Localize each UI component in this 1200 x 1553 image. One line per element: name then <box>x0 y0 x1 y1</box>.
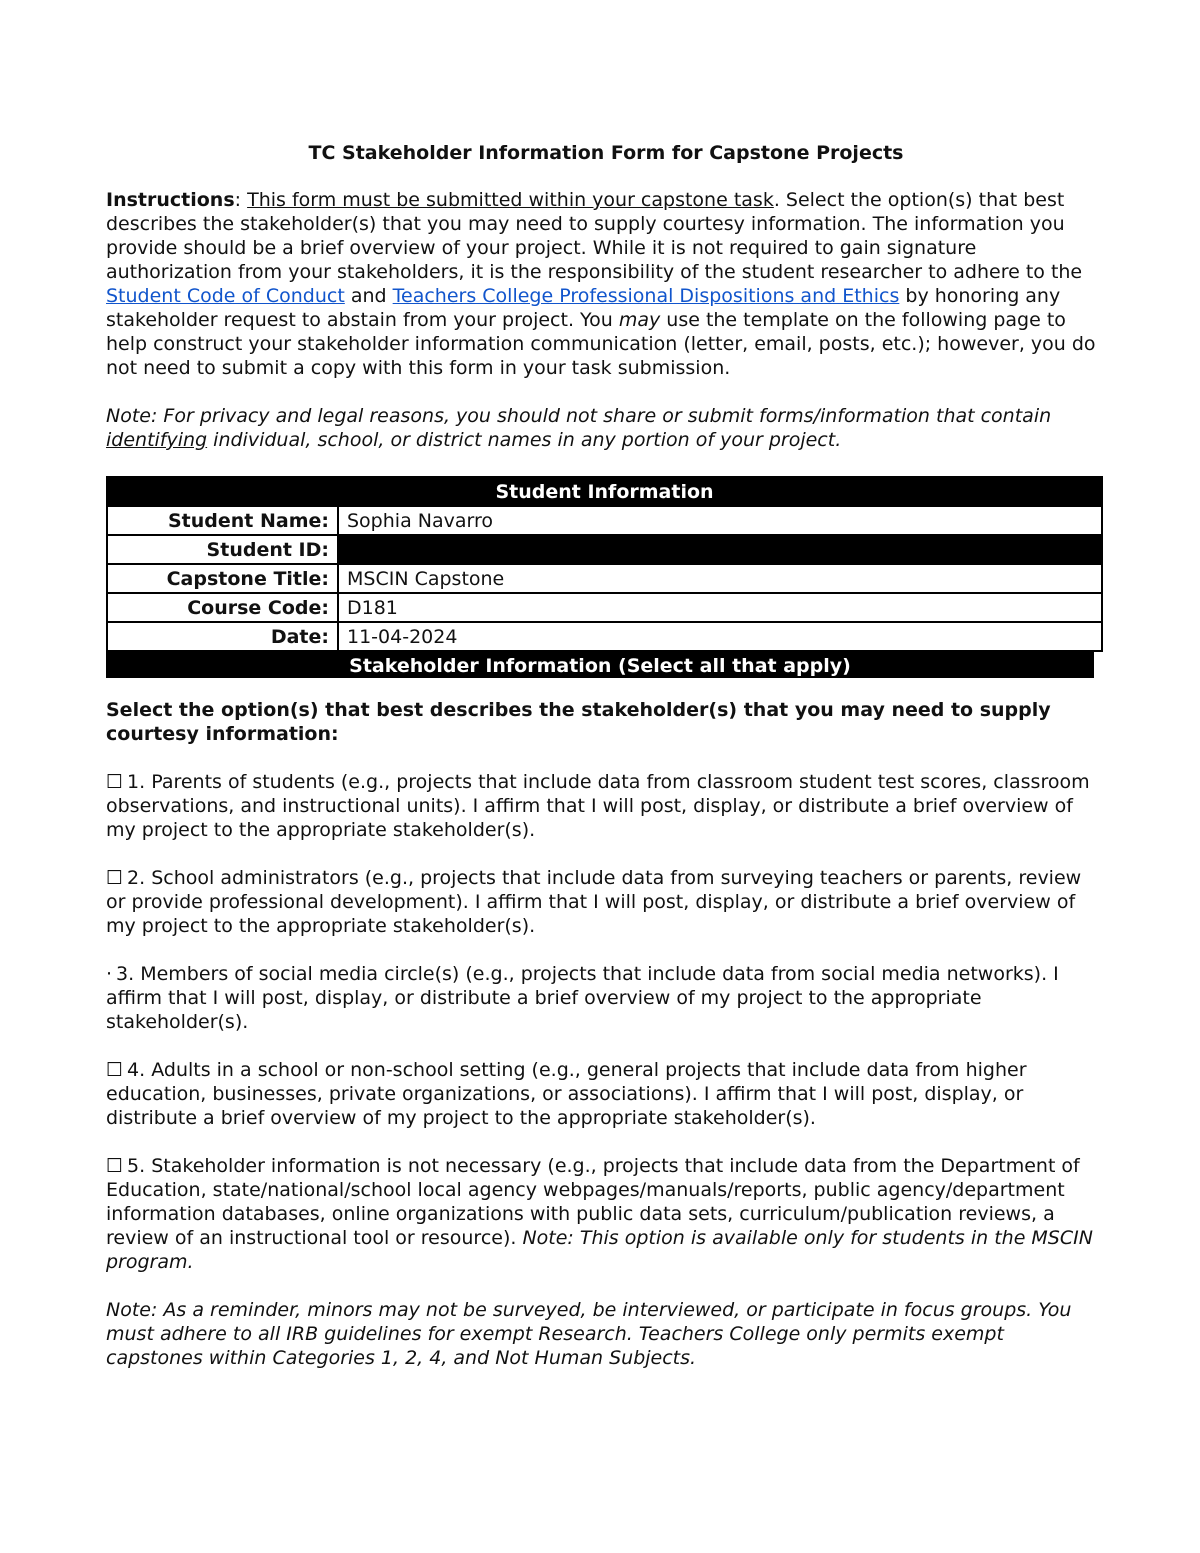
capstone-title-label: Capstone Title: <box>107 564 338 593</box>
instructions-underlined: This form must be submitted within your capstone task <box>247 189 774 211</box>
option-4-text: 4. Adults in a school or non-school setting (e.g., general projects that include data from higher education, businesses, private organizations, or associations). I affirm that I will post, display, or distribute a brief overview of my project to the appropriate stakeholder(s). <box>106 1059 1027 1129</box>
instructions-text-1: . Select the option(s) that best describes the stakeholder(s) that you may need to supply courtesy information. The information you provide should be a brief overview of your project. While it is not required to gain signature authorization from your stakeholders, it is the responsibility of the student researcher to adhere to the <box>106 189 1083 283</box>
instructions-may: may <box>618 309 661 331</box>
dispositions-link[interactable]: Teachers College Professional Dispositions and Ethics <box>392 285 900 307</box>
capstone-title-field[interactable]: MSCIN Capstone <box>338 564 1102 593</box>
privacy-note-text-1: Note: For privacy and legal reasons, you should not share or submit forms/information that contain <box>106 405 1052 427</box>
checkbox-icon[interactable]: ☐ <box>106 771 124 793</box>
table-row <box>107 564 1102 593</box>
option-1-text: 1. Parents of students (e.g., projects that include data from classroom student test scores, classroom observations, and instructional units). I affirm that I will post, display, or distribute a brief overview of my project to the appropriate stakeholder(s). <box>106 771 1090 841</box>
privacy-note <box>106 404 1106 452</box>
instructions-text-3: use the template on the following page to help construct your stakeholder information communication (letter, email, posts, etc.); however, you do not need to submit a copy with this form in your task submission. <box>106 309 1096 379</box>
course-code-field[interactable]: D181 <box>338 593 1102 622</box>
stakeholder-info-header: Stakeholder Information (Select all that apply) <box>106 652 1094 678</box>
option-3[interactable] <box>106 962 1106 1034</box>
form-page <box>106 140 1106 1394</box>
checkbox-icon[interactable]: ☐ <box>106 1059 124 1081</box>
select-heading: Select the option(s) that best describes the stakeholder(s) that you may need to supply courtesy information: <box>106 699 1051 745</box>
form-title: TC Stakeholder Information Form for Capstone Projects <box>308 142 904 164</box>
table-row <box>107 622 1102 651</box>
date-label: Date: <box>107 622 338 651</box>
checkbox-icon[interactable]: ☐ <box>106 1155 124 1177</box>
option-4[interactable] <box>106 1058 1106 1130</box>
student-id-label: Student ID: <box>107 535 338 564</box>
student-name-label: Student Name: <box>107 506 338 535</box>
student-info-table <box>106 476 1103 652</box>
instructions-colon: : <box>234 189 248 211</box>
option-5-text: 5. Stakeholder information is not necessary (e.g., projects that include data from the Department of Education, state/national/school local agency webpages/manuals/reports, public agency/department information databases, online organizations with public data sets, curriculum/publication reviews, a review of an instructional tool or resource). <box>106 1155 1080 1249</box>
instructions-label: Instructions <box>106 189 235 211</box>
instructions-paragraph <box>106 188 1106 380</box>
option-3-text: 3. Members of social media circle(s) (e.g., projects that include data from social media networks). I affirm that I will post, display, or distribute a brief overview of my project to the appropriate stakeholder(s). <box>106 963 1059 1033</box>
option-2[interactable] <box>106 866 1106 938</box>
student-name-field[interactable]: Sophia Navarro <box>338 506 1102 535</box>
date-field[interactable]: 11-04-2024 <box>338 622 1102 651</box>
instructions-text-2: by honoring any stakeholder request to abstain from your project. You <box>106 285 1061 331</box>
instructions-and: and <box>344 285 393 307</box>
table-row <box>107 593 1102 622</box>
privacy-note-text-2: individual, school, or district names in any portion of your project. <box>207 429 842 451</box>
option-1[interactable] <box>106 770 1106 842</box>
option-2-text: 2. School administrators (e.g., projects that include data from surveying teachers or parents, review or provide professional development). I affirm that I will post, display, or distribute a brief overview of my project to the appropriate stakeholder(s). <box>106 867 1082 937</box>
option-5[interactable] <box>106 1154 1106 1274</box>
table-row <box>107 506 1102 535</box>
student-code-link[interactable]: Student Code of Conduct <box>106 285 345 307</box>
student-info-header: Student Information <box>107 477 1102 506</box>
option-5-note: Note: This option is available only for students in the MSCIN program. <box>106 1227 1093 1273</box>
privacy-note-underlined: identifying <box>106 429 208 451</box>
checkbox-icon[interactable]: ☐ <box>106 867 124 889</box>
reminder-note: Note: As a reminder, minors may not be surveyed, be interviewed, or participate in focus groups. You must adhere to all IRB guidelines for exempt Research. Teachers College only permits exempt capstones within Categories 1, 2, 4, and Not Human Subjects. <box>106 1299 1072 1369</box>
course-code-label: Course Code: <box>107 593 338 622</box>
bullet-icon[interactable]: · <box>106 963 113 985</box>
student-id-field[interactable] <box>338 535 1102 564</box>
table-row <box>107 535 1102 564</box>
